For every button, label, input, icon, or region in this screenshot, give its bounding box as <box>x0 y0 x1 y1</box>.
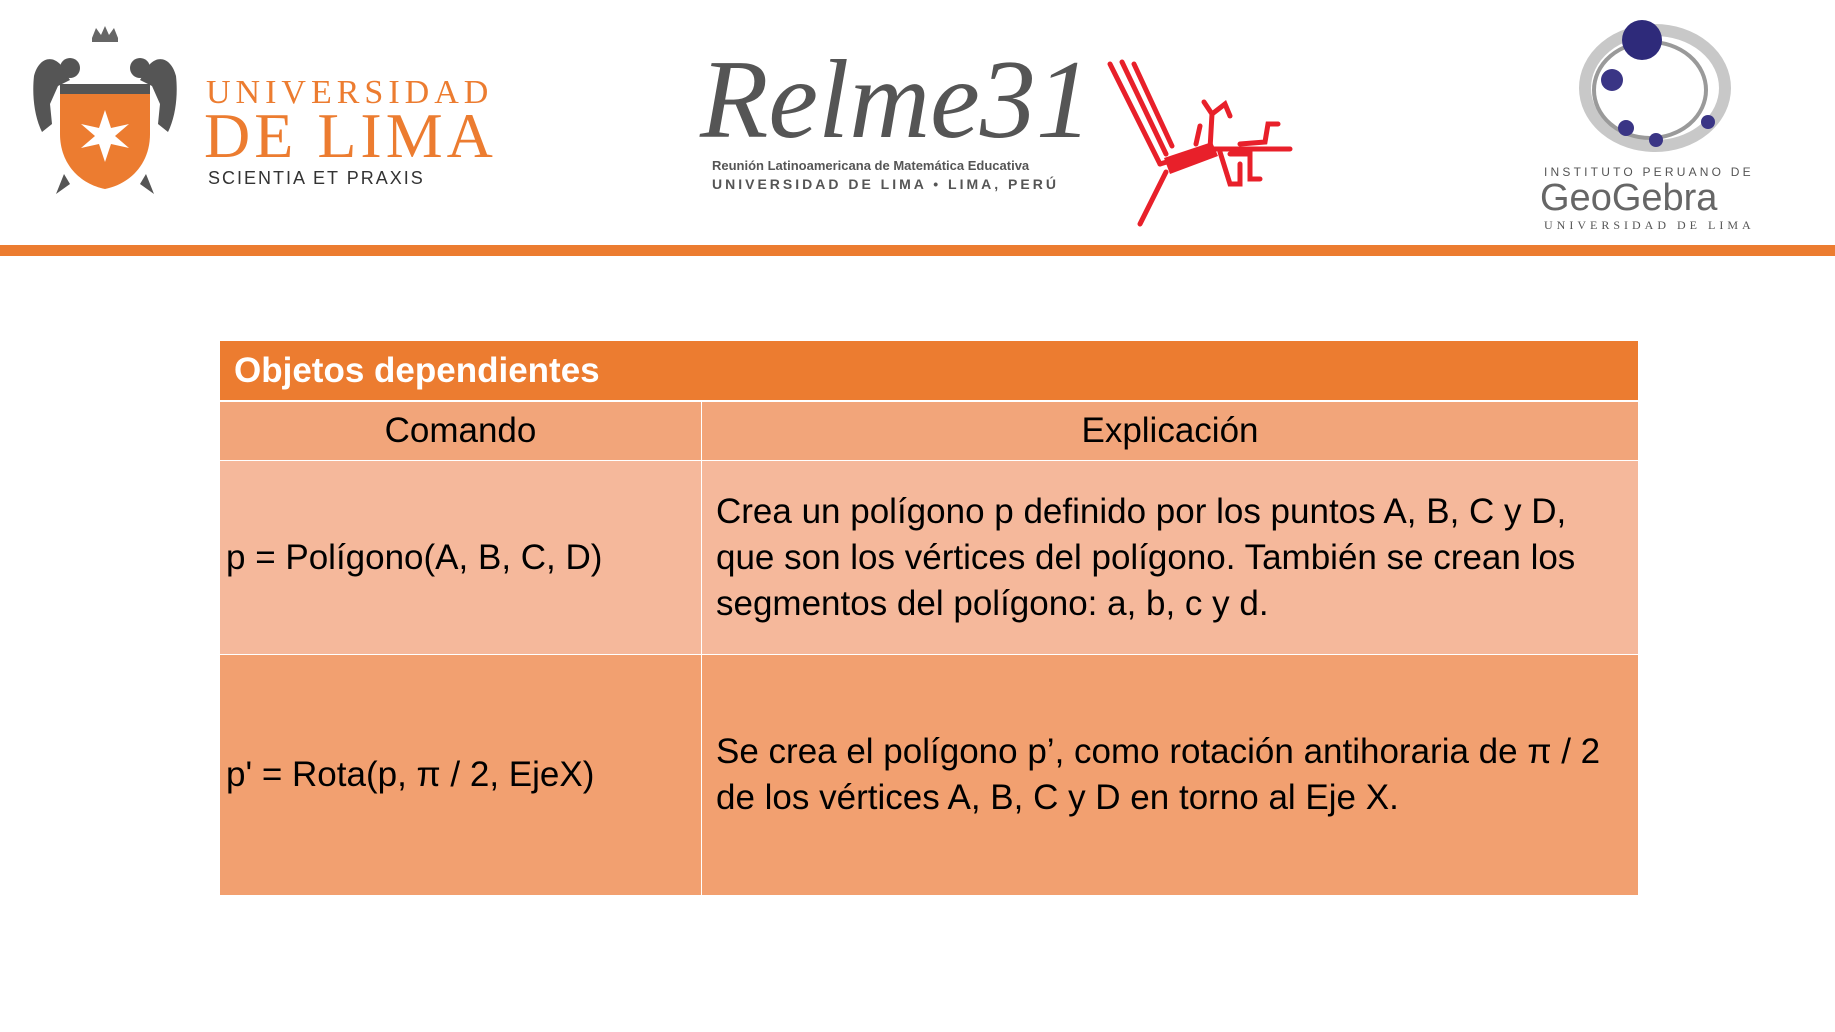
commands-table <box>219 340 1639 896</box>
explanation-cell: Crea un polígono p definido por los puntos A, B, C y D, que son los vértices del polígono. También se crean los segmentos del polígono: a, b, c y d. <box>702 461 1639 655</box>
geogebra-line3: UNIVERSIDAD DE LIMA <box>1544 218 1755 232</box>
geogebra-line1: INSTITUTO PERUANO DE <box>1544 165 1754 179</box>
column-header-comando: Comando <box>220 401 702 461</box>
command-cell: p = Polígono(A, B, C, D) <box>220 461 702 655</box>
commands-table-container <box>219 340 1639 896</box>
table-title: Objetos dependientes <box>220 341 1639 402</box>
geogebra-line2: GeoGebra <box>1540 177 1718 219</box>
universidad-de-lima-logo <box>30 24 530 204</box>
relme-wordmark: Relme31 <box>700 38 1092 162</box>
explanation-cell: Se crea el polígono p’, como rotación antihoraria de π / 2 de los vértices A, B, C y D en torno al Eje X. <box>702 655 1639 896</box>
ulima-line1: UNIVERSIDAD <box>206 74 494 111</box>
slide-header <box>0 0 1835 245</box>
geogebra-institute-logo <box>1540 18 1780 233</box>
header-divider <box>0 245 1835 256</box>
crest-icon <box>30 24 180 204</box>
relme31-logo <box>700 38 1300 230</box>
ulima-motto: SCIENTIA ET PRAXIS <box>208 168 425 188</box>
table-row <box>220 655 1639 896</box>
ulima-line2: DE LIMA <box>204 100 497 171</box>
table-row <box>220 461 1639 655</box>
table-header-row <box>220 401 1639 461</box>
relme-subtitle: Reunión Latinoamericana de Matemática Educativa <box>712 158 1030 173</box>
command-cell: p' = Rota(p, π / 2, EjeX) <box>220 655 702 896</box>
table-title-row <box>220 341 1639 402</box>
nazca-bird-icon <box>1100 54 1300 230</box>
relme-location: UNIVERSIDAD DE LIMA • LIMA, PERÚ <box>712 176 1059 192</box>
geogebra-orbit-icon <box>1570 18 1740 158</box>
column-header-explicacion: Explicación <box>702 401 1639 461</box>
